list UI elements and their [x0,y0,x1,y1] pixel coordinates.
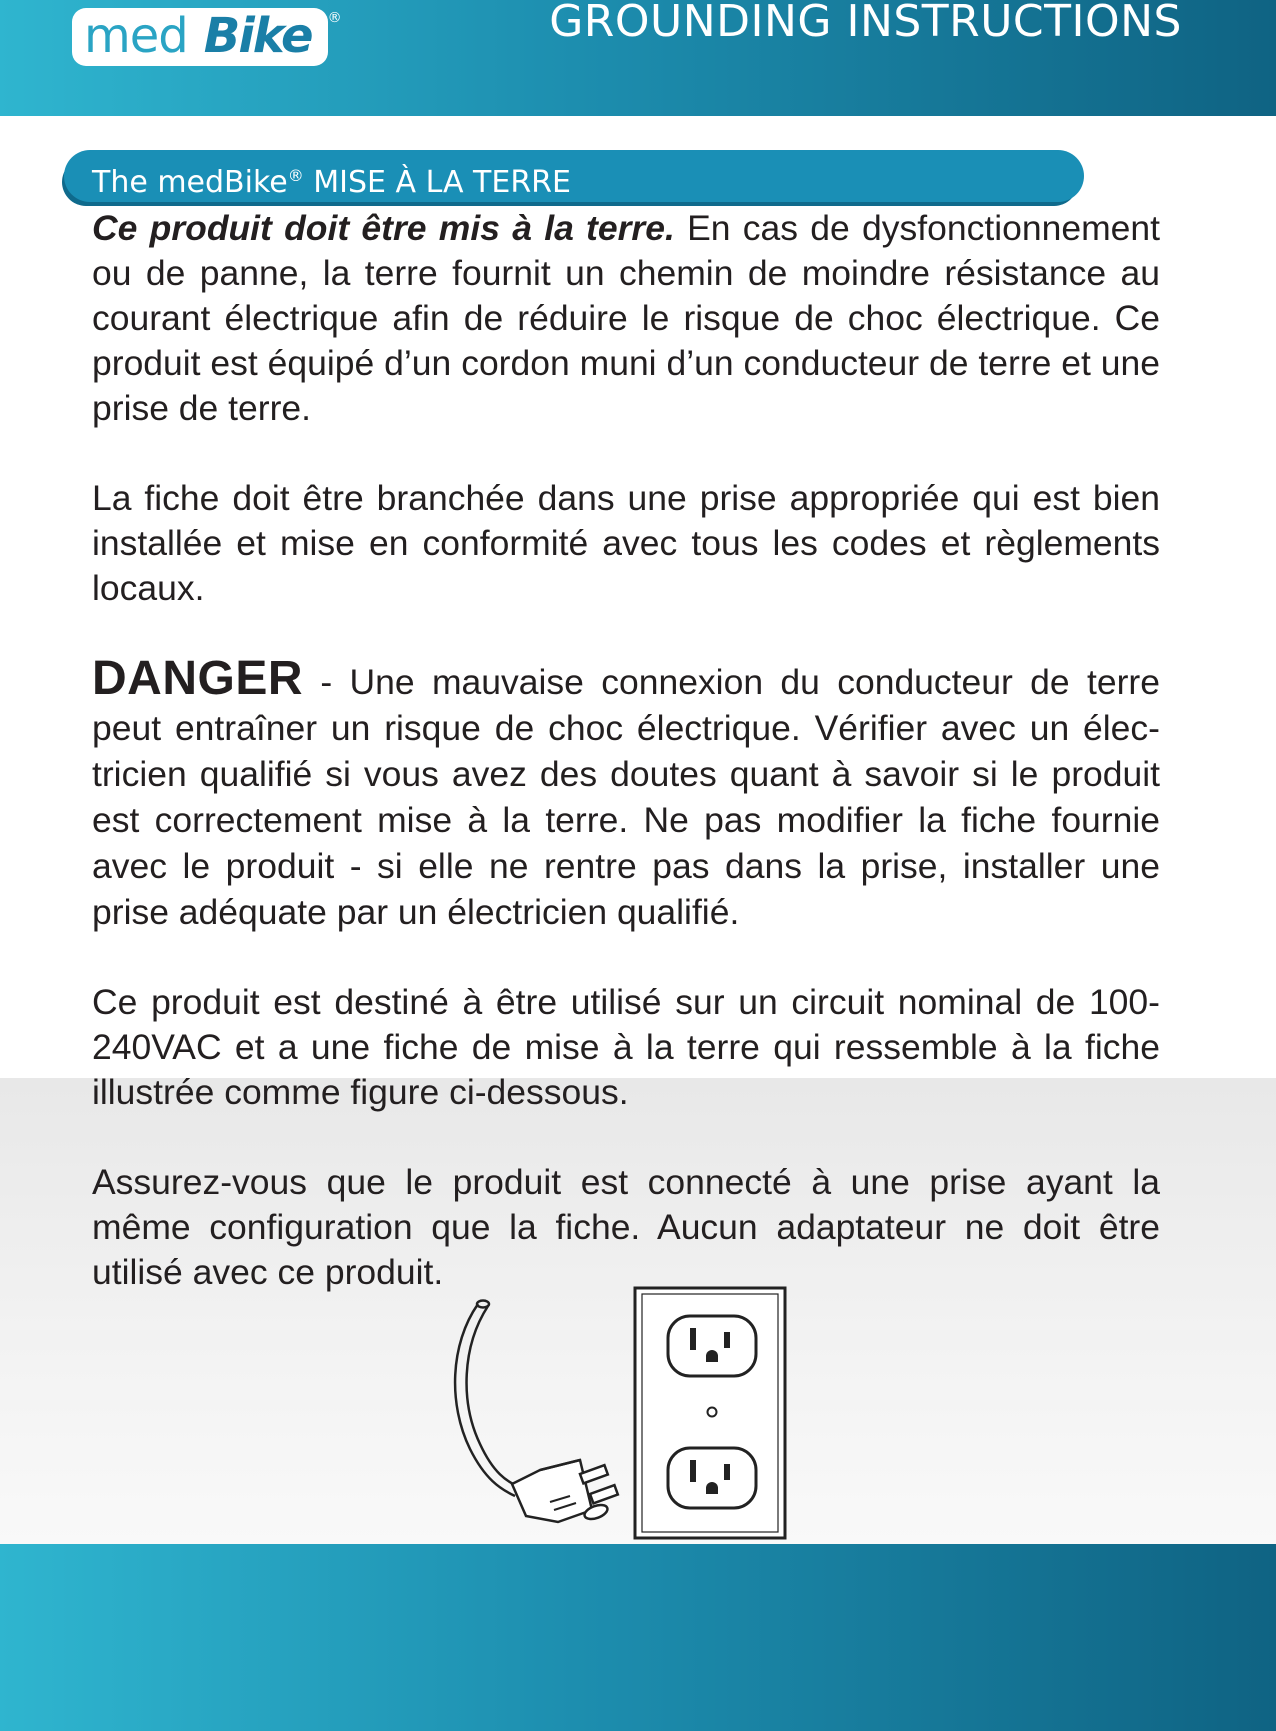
logo-med-text: med [72,8,198,66]
paragraph-grounding [92,206,1160,431]
header-bar [0,0,1276,116]
logo-bike-text: Bike [198,8,328,66]
section-heading-prefix: The medBike [92,165,288,200]
grounding-explanation: En cas de dysfonctionnement ou de panne, la terre fournit un chemin de moindre résistance au courant électrique afin de réduire le risque de choc électrique. Ce produit est équipé d’un cordon muni d’un conducteur de terre et une prise de terre. [92,208,1160,428]
grounding-warning-bold: Ce produit doit être mis à la terre. [92,208,675,248]
paragraph-voltage: Ce produit est destiné à être utilisé sur un circuit nominal de 100-240VAC et a une fiche de mise à la terre qui ressemble à la fiche illustrée comme figure ci-dessous. [92,982,1160,1112]
paragraph-outlet: La fiche doit être branchée dans une prise appropriée qui est bien installée et mise en conformité avec tous les codes et règlements locaux. [92,478,1160,608]
grounded-plug-icon [512,1460,618,1522]
footer-bar [0,1544,1276,1731]
danger-text: - Une mauvaise connexion du conducteur de terre peut entraîner un risque de choc électrique. Vérifier avec un élec-tricien qualifié si vous avez des doutes quant à savoir si le produit est correctement mise à la terre. Ne pas modifier la fiche fournie avec le produit - si elle ne rentre pas dans la prise, installer une prise adéquate par un électricien qualifié. [92,662,1160,932]
section-heading-registered: ® [287,166,304,185]
grounded-plug-and-outlet-illustration [430,1284,800,1544]
paragraph-adapter: Assurez-vous que le produit est connecté à une prise ayant la même configuration que la fiche. Aucun adaptateur ne doit être utilisé avec ce produit. [92,1162,1160,1292]
section-heading-suffix: MISE À LA TERRE [303,165,571,200]
section-heading [64,150,1084,202]
page-title: GROUNDING INSTRUCTIONS [549,0,1182,47]
medbike-logo [72,8,342,66]
wall-outlet-icon [635,1288,785,1538]
power-cord-icon [455,1301,522,1497]
body-text [92,206,1160,1295]
paragraph-danger [92,652,1160,935]
logo-registered-mark: ® [327,10,342,26]
danger-label: DANGER [92,652,304,705]
